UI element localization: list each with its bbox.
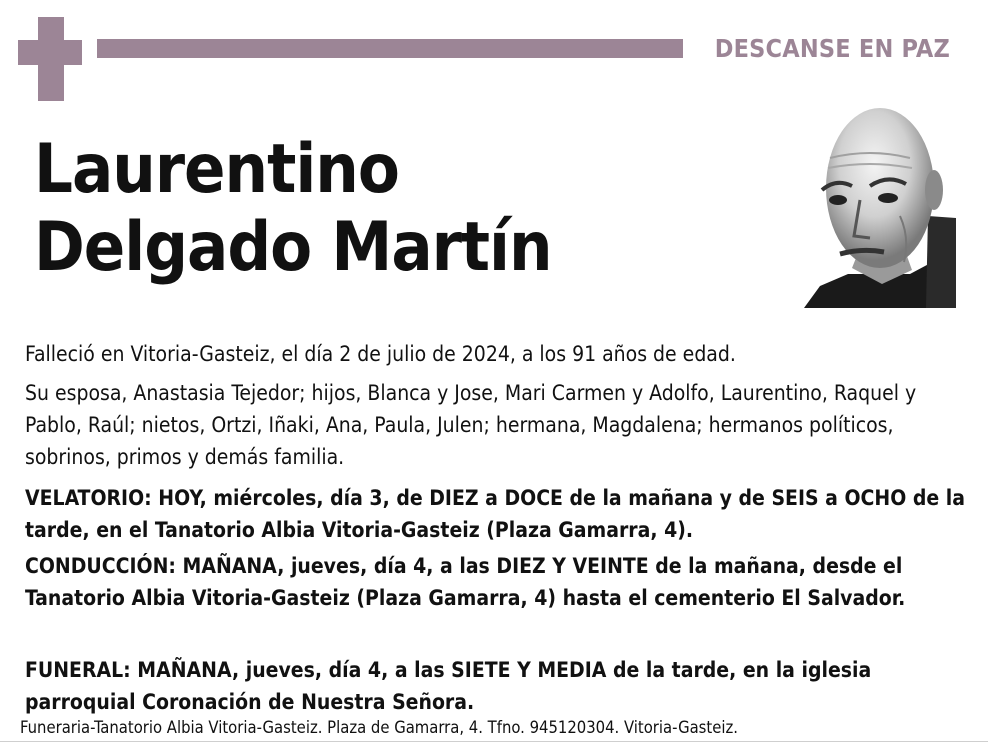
header-title: DESCANSE EN PAZ [714,34,950,63]
funeral-home-footer: Funeraria-Tanatorio Albia Vitoria-Gasteiz. Plaza de Gamarra, 4. Tfno. 945120304. Vitoria-Gasteiz. [20,718,738,737]
conduccion-text: CONDUCCIÓN: MAÑANA, jueves, día 4, a las DIEZ Y VEINTE de la mañana, desde el Tanatorio Albia Vitoria-Gasteiz (Plaza Gamarra, 4) hasta el cementerio El Salvador. [25,554,906,610]
deceased-surnames: Delgado Martín [34,208,552,287]
bottom-rule [0,741,988,742]
funeral-text: FUNERAL: MAÑANA, jueves, día 4, a las SIETE Y MEDIA de la tarde, en la iglesia parroquial Coronación de Nuestra Señora. [25,658,872,714]
family-text: Su esposa, Anastasia Tejedor; hijos, Blanca y Jose, Mari Carmen y Adolfo, Laurentino, Raquel y Pablo, Raúl; nietos, Ortzi, Iñaki, Ana, Paula, Julen; hermana, Magdalena; hermanos políticos, sobrinos, primos y demás familia. [25,381,917,469]
header-bar [97,39,683,58]
deceased-first-name: Laurentino [34,130,399,209]
velatorio-text: VELATORIO: HOY, miércoles, día 3, de DIEZ a DOCE de la mañana y de SEIS a OCHO de la tarde, en el Tanatorio Albia Vitoria-Gasteiz (Plaza Gamarra, 4). [25,486,965,542]
portrait-photo [800,98,956,308]
death-notice-text: Falleció en Vitoria-Gasteiz, el día 2 de julio de 2024, a los 91 años de edad. [25,342,736,366]
